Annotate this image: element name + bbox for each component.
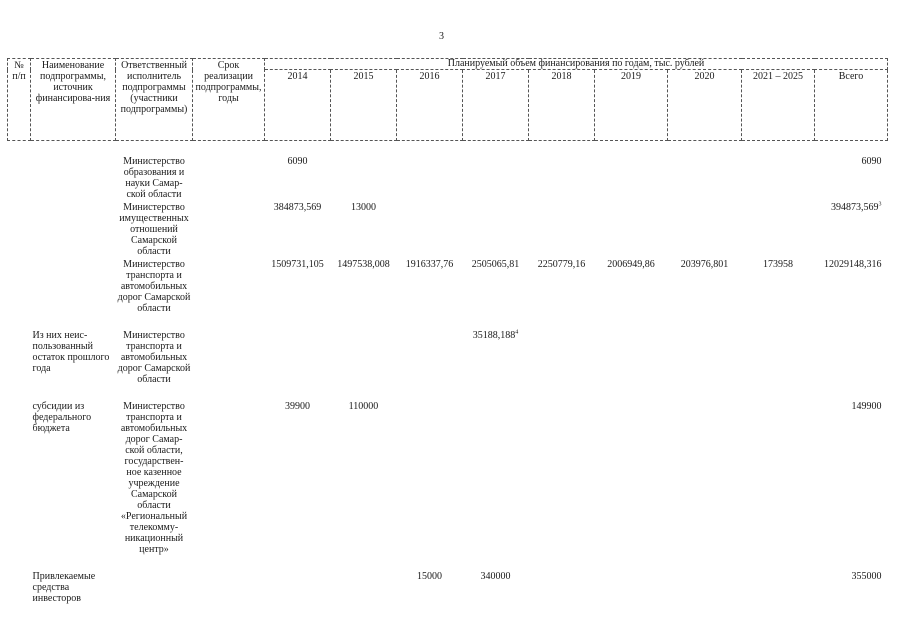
total-value: 394873,569 [831,202,879,213]
row-value: 173958 [763,259,793,270]
header-year: 2021 – 2025 [742,70,815,141]
row-executor: Министерство транспорта и автомобильных дорог Самар-ской области, государствен-ное казенное учреждение Самарской области «Региональный телекомму-никационный центр» [120,401,188,555]
row-value [463,400,529,556]
row-value [668,201,742,258]
row-value: 1497538,008 [337,259,390,270]
header-num: № п/п [8,59,31,141]
page-number: 3 [439,31,444,42]
row-value [529,570,595,605]
row-value: 2006949,86 [607,259,655,270]
header-period: Срок реализации подпрограммы, годы [193,59,265,141]
row-value [463,201,529,258]
table-row [8,155,888,201]
row-source: субсидии из федерального бюджета [32,401,92,434]
row-value: 384873,569 [273,202,322,213]
row-value [265,570,331,605]
row-value: 6090 [287,156,308,167]
row-value: 39900 [285,401,310,412]
row-value [668,329,742,386]
row-value [397,329,463,386]
row-value: 2505065,81 [471,259,520,270]
row-value [331,570,397,605]
row-value [463,155,529,201]
row-value [331,155,397,201]
row-executor [116,570,193,605]
row-value: 2250779,16 [537,259,586,270]
footnote-mark: 3 [878,201,882,208]
row-value: 110000 [348,401,379,412]
row-source [31,258,116,315]
row-executor: Министерство транспорта и автомобильных дорог Самарской области [117,259,191,314]
row-value [331,329,397,386]
table-header [8,59,888,141]
row-total: 355000 [851,571,882,582]
row-executor: Министерство образования и науки Самар-ской области [123,156,185,200]
row-value [463,329,529,386]
table-row [8,570,888,605]
row-value: 13000 [351,202,376,213]
row-value [742,201,815,258]
row-value: 15000 [417,571,442,582]
row-value [529,329,595,386]
cell-value: 35188,188 [472,330,516,341]
row-value: 340000 [480,571,511,582]
row-value [265,329,331,386]
row-value [668,400,742,556]
row-value: 1916337,76 [405,259,454,270]
row-total: 6090 [861,156,882,167]
header-year: 2018 [529,70,595,141]
row-value [742,400,815,556]
row-value [529,201,595,258]
header-year: 2014 [265,70,331,141]
table-row [8,329,888,386]
row-value [397,400,463,556]
row-value [742,329,815,386]
table-row [8,258,888,315]
row-value [595,570,668,605]
row-executor: Министерство имущественных отношений Самарской области [119,202,189,257]
row-value [595,400,668,556]
row-value [742,570,815,605]
header-year: 2017 [463,70,529,141]
row-total: 149900 [851,401,882,412]
header-year: 2019 [595,70,668,141]
header-planned: Планируемый объем финансирования по годам, тыс. рублей [265,59,888,70]
row-source [31,201,116,258]
row-value [742,155,815,201]
header-year: 2020 [668,70,742,141]
header-name: Наименование подпрограммы, источник финансирова-ния [31,59,116,141]
row-total [815,201,888,258]
table-row [8,400,888,556]
footnote-mark: 4 [515,329,519,336]
table-row [8,201,888,258]
row-total [815,329,888,386]
row-value [529,400,595,556]
row-total: 12029148,316 [824,259,882,270]
row-value [595,329,668,386]
row-value [595,155,668,201]
row-value [529,155,595,201]
header-year: 2015 [331,70,397,141]
financing-table [7,58,888,605]
header-year: 2016 [397,70,463,141]
row-executor: Министерство транспорта и автомобильных дорог Самарской области [117,330,191,385]
header-total: Всего [815,70,888,141]
row-source: Из них неис-пользованный остаток прошлого года [32,330,110,374]
row-value [668,570,742,605]
row-value [668,155,742,201]
header-executor: Ответственный исполнитель подпрограммы (участники подпрограммы) [116,59,193,141]
row-value [397,201,463,258]
row-source [31,155,116,201]
row-source: Привлекаемые средства инвесторов [32,571,96,604]
row-value [397,155,463,201]
row-value: 203976,801 [680,259,729,270]
row-value: 1509731,105 [271,259,324,270]
row-value [595,201,668,258]
